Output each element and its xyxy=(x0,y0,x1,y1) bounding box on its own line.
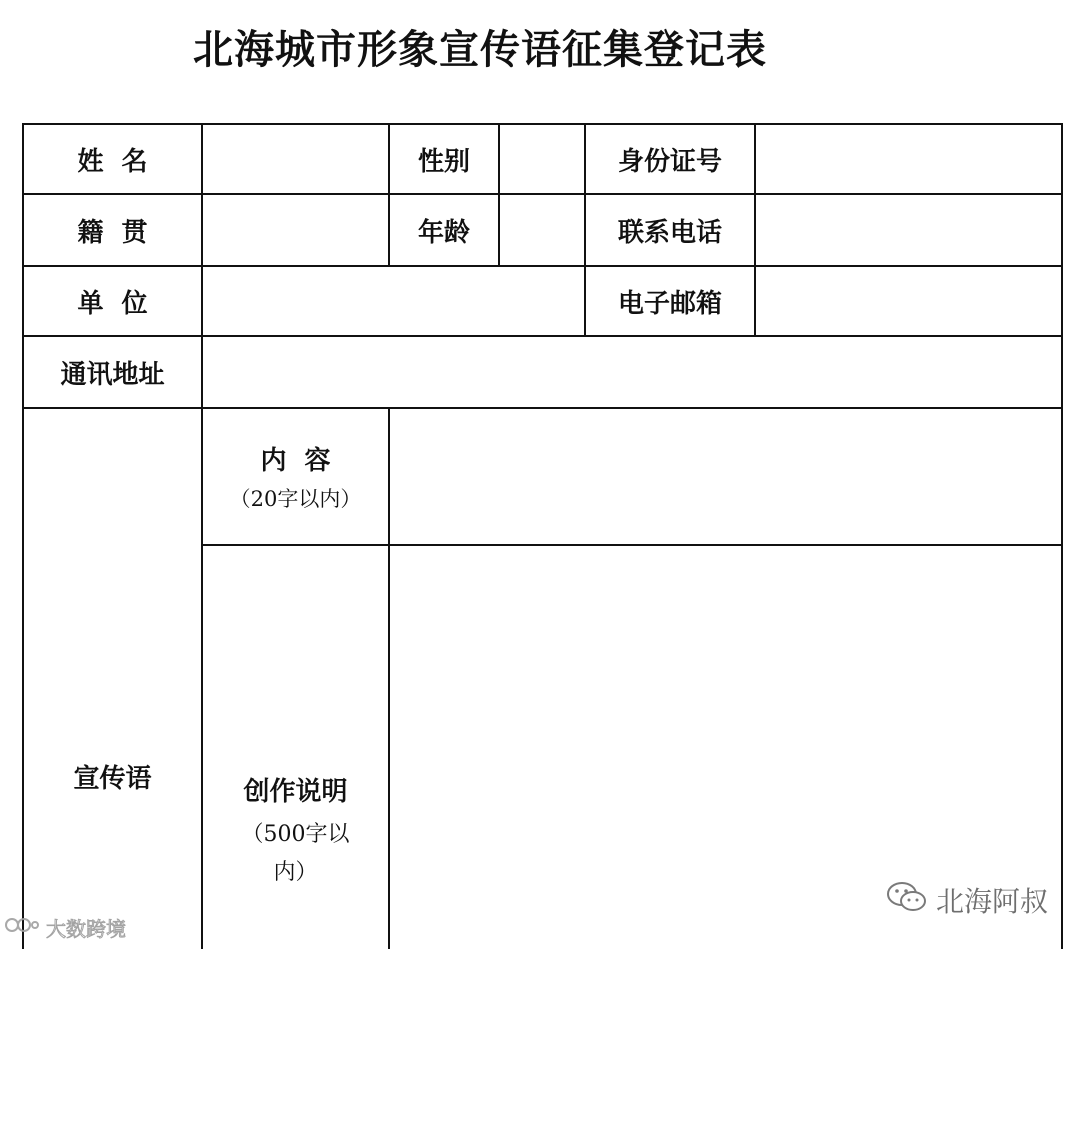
hometown-label: 籍 贯 xyxy=(77,217,148,248)
hometown-field[interactable] xyxy=(203,195,388,265)
email-label: 电子邮箱 xyxy=(617,288,722,319)
wechat-icon xyxy=(886,880,928,921)
watermark-left-text: 大数跨境 xyxy=(46,916,126,941)
explanation-label-cell xyxy=(203,546,388,1116)
content-label-cell xyxy=(203,409,388,544)
phone-field[interactable] xyxy=(756,195,1061,265)
address-field[interactable] xyxy=(203,337,1061,407)
loop-logo-icon xyxy=(2,914,42,941)
slogan-label: 宣传语 xyxy=(73,764,152,794)
gender-label: 性别 xyxy=(417,146,470,177)
watermark-right-text: 北海阿叔 xyxy=(936,885,1049,918)
explanation-limit-note-line1: （500字以 xyxy=(241,821,350,847)
explanation-label: 创作说明 xyxy=(243,776,348,807)
watermark-left xyxy=(2,912,126,942)
unit-label: 单 位 xyxy=(77,288,148,319)
id-number-label: 身份证号 xyxy=(617,146,722,177)
name-label: 姓 名 xyxy=(77,146,148,177)
age-field[interactable] xyxy=(500,195,584,265)
age-label: 年龄 xyxy=(417,217,470,248)
phone-label: 联系电话 xyxy=(617,217,722,248)
form-title: 北海城市形象宣传语征集登记表 xyxy=(193,26,767,73)
address-label: 通讯地址 xyxy=(60,359,165,390)
watermark-right xyxy=(886,880,1048,920)
explanation-limit-note-line2: 内） xyxy=(273,859,318,885)
email-field[interactable] xyxy=(756,267,1061,335)
content-label: 内 容 xyxy=(260,446,331,476)
unit-field[interactable] xyxy=(203,267,584,335)
name-field[interactable] xyxy=(203,125,388,193)
gender-field[interactable] xyxy=(500,125,584,193)
content-field[interactable] xyxy=(390,409,1061,544)
table-border-right xyxy=(1061,123,1063,949)
id-number-field[interactable] xyxy=(756,125,1061,193)
content-limit-note: （20字以内） xyxy=(229,487,362,511)
